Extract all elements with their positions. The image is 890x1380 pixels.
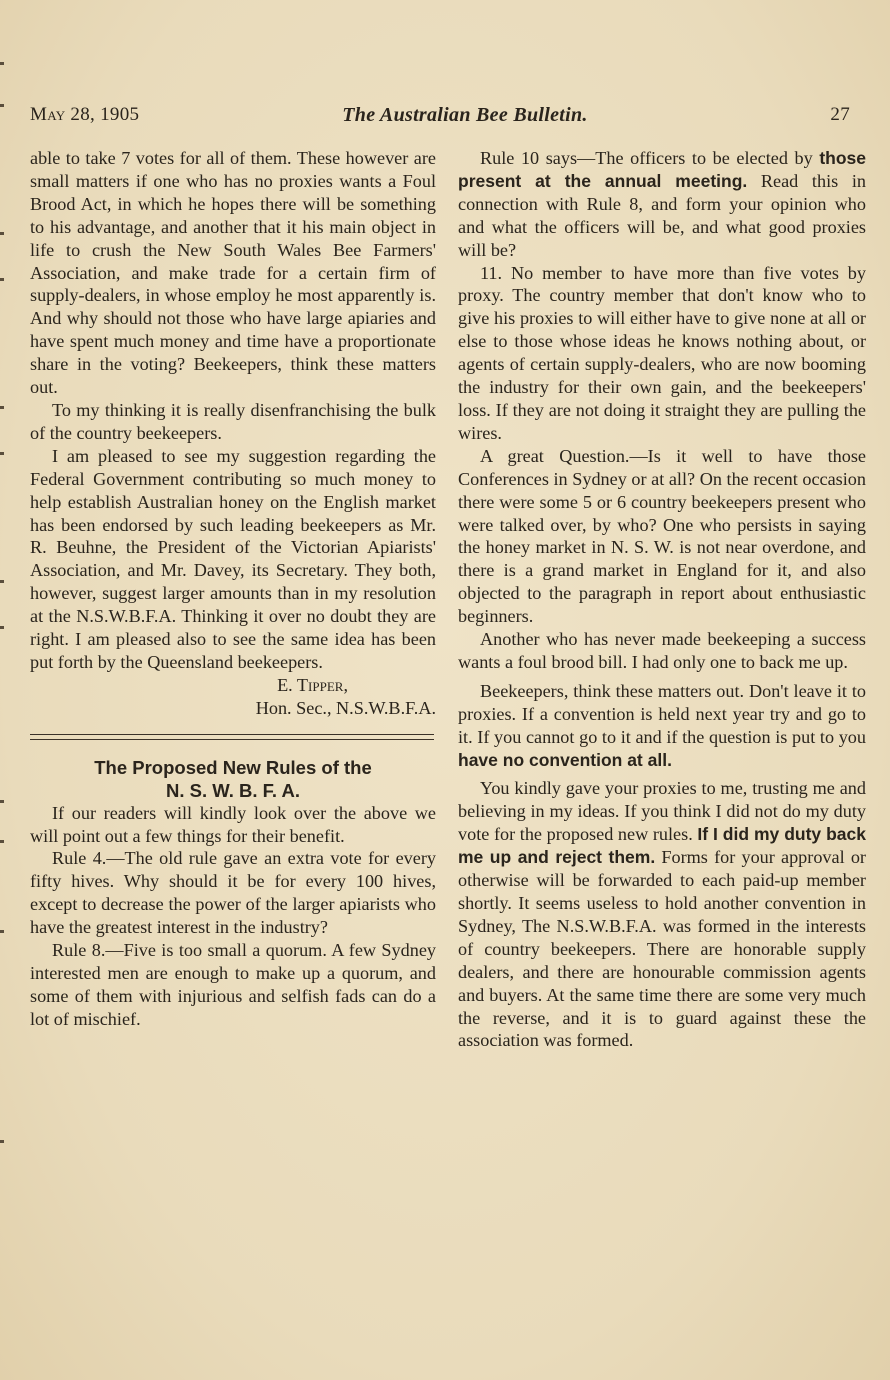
article-heading-line2: N. S. W. B. F. A. <box>166 779 300 801</box>
paragraph: I am pleased to see my suggestion regarding the Federal Government contributing so much money to help establish Australian honey on the English market has been endorsed by such leading beekeepers as Mr. R. Beuhne, the President of the Victorian Apiarists' Association, and Mr. Davey, its Secretary. They both, however, suggest larger amounts than in my resolution at the N.S.W.B.F.A. Thinking it over no doubt they are right. I am pleased also to see the same idea has been put forth by the Queensland beekeepers. <box>30 445 436 672</box>
emphasis-text: those present at the annual meeting. <box>458 148 866 191</box>
text-run: Read this in connection with Rule 8, and form your opinion who and what the officers will be, and what good proxies will be? <box>458 170 866 260</box>
margin-mark <box>0 800 4 803</box>
margin-mark <box>0 1140 4 1143</box>
margin-mark <box>0 406 4 409</box>
text-run: Rule 10 says—The officers to be elected by <box>480 148 820 168</box>
running-header <box>30 104 850 132</box>
emphasis-text: If I did my duty back me up and reject them. <box>458 824 866 868</box>
paragraph: To my thinking it is really disenfranchising the bulk of the country beekeepers. <box>30 399 436 443</box>
signature-name: E. Tipper, <box>277 674 348 695</box>
paragraph: Another who has never made beekeeping a success wants a foul brood bill. I had only one to back me up. <box>458 629 866 672</box>
margin-mark <box>0 62 4 65</box>
margin-mark <box>0 930 4 933</box>
page-number: 27 <box>830 104 850 125</box>
text-run: Forms for your approval or otherwise will be forwarded to each paid-up member shortly. It seems useless to hold another convention in Sydney, The N.S.W.B.F.A. was formed in the interests of country beekeepers. There are honorable supply dealers, and there are honourable commission agents and buyers. At the same time there are some very much the reverse, and it is to guard against these the association was formed. <box>458 847 866 1051</box>
paragraph: A great Question.—Is it well to have those Conferences in Sydney or at all? On the recent occasion there were some 5 or 6 country beekeepers present who were talked over, by who? One who persists in saying the honey market in N. S. W. is not near overdone, and there is a grand market in England for it, and also objected to the paragraph in report about enthusiastic beginners. <box>458 445 866 627</box>
paragraph: If our readers will kindly look over the above we will point out a few things for their benefit. <box>30 802 436 846</box>
issue-date: May 28, 1905 <box>30 104 140 125</box>
paragraph: 11. No member to have more than five votes by proxy. The country member that don't know who to give his proxies to will either have to give none at all or else to those whose ideas he knows nothing about, or agents of certain supply-dealers, who are now booming the industry for their own gain, and the beekeepers' loss. If they are not doing it straight they are pulling the wires. <box>458 262 866 443</box>
paragraph: Rule 8.—Five is too small a quorum. A few Sydney interested men are enough to make up a quorum, and some of them with injurious and selfish fads can do a lot of mischief. <box>30 940 436 1029</box>
paragraph <box>458 680 866 772</box>
journal-title: The Australian Bee Bulletin. <box>342 104 588 126</box>
text-run: You kindly gave your proxies to me, trusting me and believing in my ideas. If you think I did not do my duty vote for the proposed new rules. <box>458 778 866 845</box>
paragraph: Rule 4.—The old rule gave an extra vote for every fifty hives. Why should it be for every 100 hives, except to decrease the power of the larger apiarists who have the greatest interest in the industry? <box>30 848 436 938</box>
margin-mark <box>0 452 4 455</box>
section-divider <box>30 734 434 740</box>
right-column <box>458 147 866 1052</box>
paragraph <box>458 147 866 262</box>
margin-mark <box>0 580 4 583</box>
margin-mark <box>0 626 4 629</box>
margin-mark <box>0 278 4 281</box>
margin-mark <box>0 232 4 235</box>
paragraph: able to take 7 votes for all of them. These however are small matters if one who has no proxies wants a Foul Brood Act, in which he hopes there will be something to his advantage, and another that it his main object in life to crush the New South Wales Bee Farmers' Association, and make trade for a certain firm of supply-dealers, in whose employ he most apparently is. And why should not those who have large apiaries and have spent much money and time have a proportionate share in the voting? Beekeepers, think these matters out. <box>30 148 436 398</box>
left-column <box>30 147 436 1031</box>
margin-mark <box>0 840 4 843</box>
margin-mark <box>0 104 4 107</box>
signature-title: Hon. Sec., N.S.W.B.F.A. <box>255 697 436 718</box>
article-heading-line1: The Proposed New Rules of the <box>94 756 372 778</box>
article-heading <box>30 756 436 802</box>
emphasis-text: have no convention at all. <box>458 749 672 770</box>
paragraph <box>458 777 866 1052</box>
text-run: Beekeepers, think these matters out. Don't leave it to proxies. If a convention is held next year try and go to it. If you cannot go to it and if the question is put to you <box>458 680 866 747</box>
